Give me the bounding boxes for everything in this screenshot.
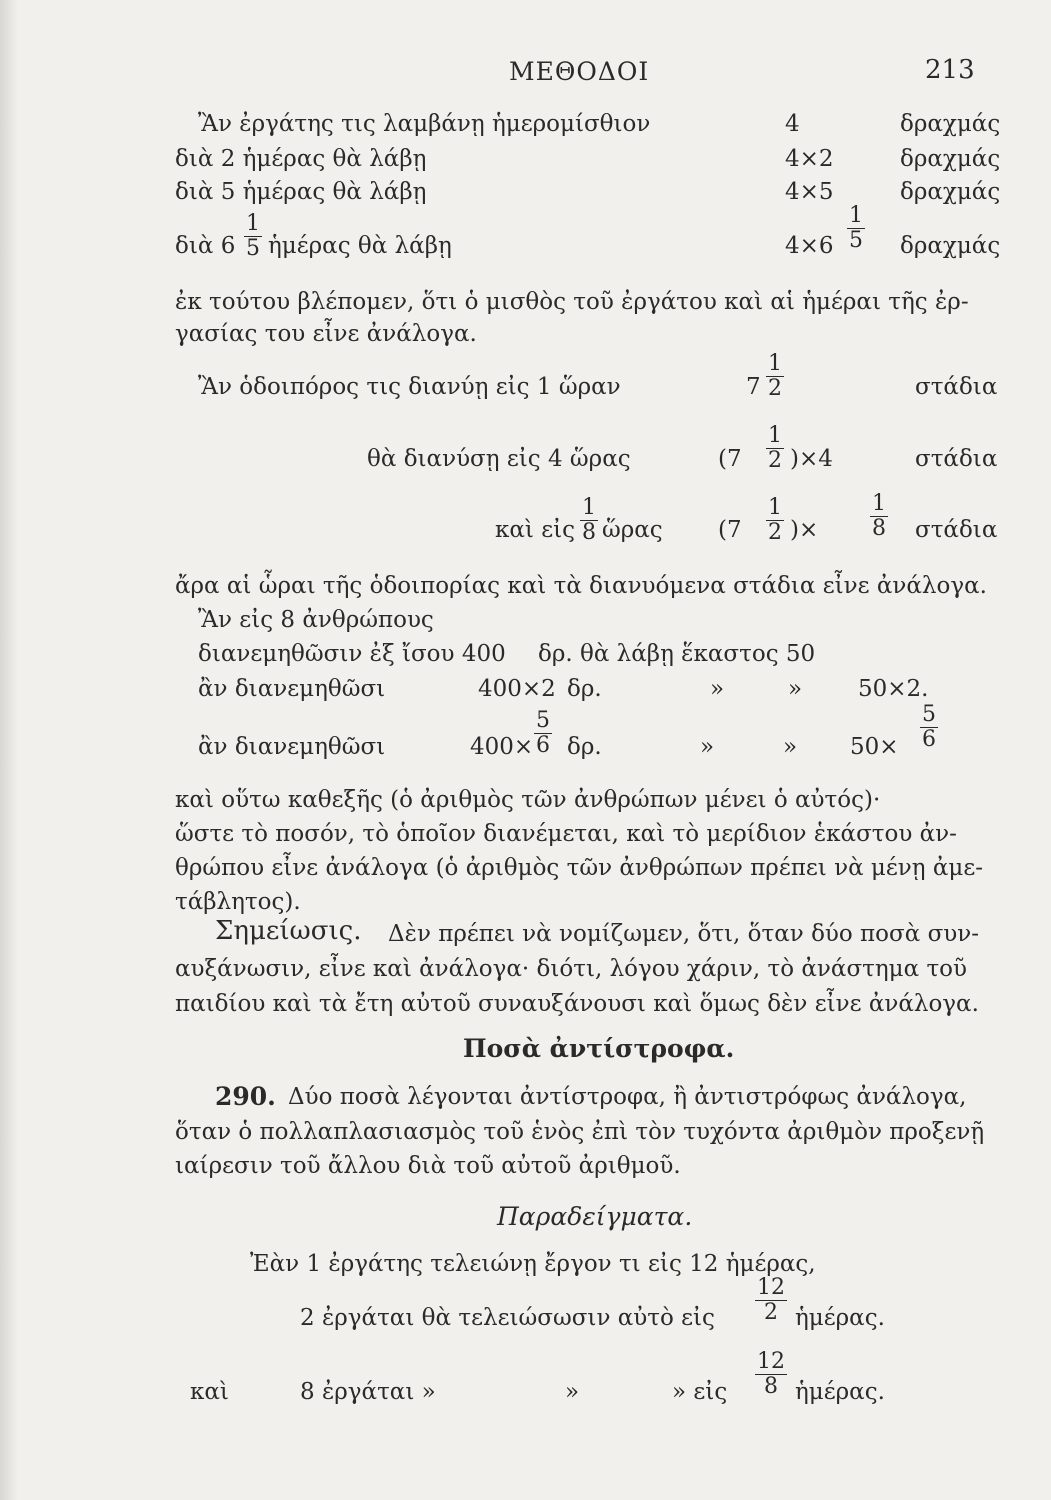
definition-line-1: Δύο ποσὰ λέγονται ἀντίστροφα, ἢ ἀντιστρόφως ἀνάλογα, <box>288 1084 967 1110</box>
fraction-numerator: 5 <box>922 702 936 727</box>
wages-row-4-prefix: διὰ 6 <box>175 233 236 259</box>
example-line-3-ditto-1: » <box>565 1379 580 1405</box>
example-line-2-text: 2 ἐργάται θὰ τελειώσωσιν αὐτὸ εἰς <box>300 1305 715 1331</box>
section-heading: Ποσὰ ἀντίστροφα. <box>463 1034 735 1063</box>
fraction-denominator: 6 <box>922 727 936 752</box>
note-line-1: Δὲν πρέπει νὰ νομίζωμεν, ὅτι, ὅταν δύο ποσὰ συν- <box>388 921 980 947</box>
men-row-2-unit: δρ. <box>567 676 602 702</box>
fraction-numerator: 1 <box>246 211 260 236</box>
men-intro: Ἂν εἰς 8 ἀνθρώπους <box>198 607 434 633</box>
fraction-numerator: 1 <box>849 203 863 228</box>
men-row-3-ditto-2: » <box>783 734 798 760</box>
men-row-3-unit: δρ. <box>567 734 602 760</box>
walker-row-1-text: Ἂν ὁδοιπόρος τις διανύῃ εἰς 1 ὥραν <box>198 374 621 400</box>
paragraph-line-1: καὶ οὕτω καθεξῆς (ὁ ἀριθμὸς τῶν ἀνθρώπων μένει ὁ αὐτός)· <box>175 787 881 813</box>
walker-row-3-unit: στάδια <box>915 517 998 543</box>
fraction-numerator: 1 <box>768 423 782 448</box>
fraction-numerator: 1 <box>768 495 782 520</box>
walker-row-3-close: )× <box>790 517 819 543</box>
men-row-2-result: 50×2. <box>858 676 929 702</box>
fraction-denominator: 8 <box>764 1374 778 1399</box>
fraction-numerator: 5 <box>536 708 550 733</box>
example-line-3-fraction <box>755 1350 787 1399</box>
definition-line-3: ιαίρεσιν τοῦ ἄλλου διὰ τοῦ αὐτοῦ ἀριθμοῦ. <box>175 1153 681 1179</box>
wages-row-4-value-fraction <box>847 204 865 253</box>
men-row-3-text: ἂν διανεμηθῶσι <box>198 734 386 760</box>
men-row-2-value: 400×2 <box>478 676 556 702</box>
wages-row-1-text: Ἂν ἐργάτης τις λαμβάνῃ ἡμερομίσθιον <box>198 111 651 137</box>
walker-row-2-fraction <box>766 424 784 473</box>
running-header: ΜΕΘΟΔΟΙ <box>509 57 650 86</box>
wages-row-4-unit: δραχμάς <box>900 233 1001 259</box>
walker-row-1-fraction <box>766 352 784 401</box>
note-line-2: αυξάνωσιν, εἶνε καὶ ἀνάλογα· διότι, λόγου χάριν, τὸ ἀνάστημα τοῦ <box>175 956 967 982</box>
men-row-2-ditto-1: » <box>710 676 725 702</box>
examples-title: Παραδείγματα. <box>497 1202 693 1231</box>
page-edge-shadow <box>0 0 18 1500</box>
walker-row-3-fraction <box>580 496 598 545</box>
men-row-3-value: 400× <box>470 734 534 760</box>
example-line-3-prefix: καὶ <box>190 1379 229 1405</box>
walker-row-2-open: (7 <box>718 446 742 472</box>
wages-conclusion-line-2: γασίας του εἶνε ἀνάλογα. <box>175 321 477 347</box>
walker-row-3-prefix: καὶ εἰς <box>495 517 576 543</box>
fraction-numerator: 12 <box>757 1349 785 1374</box>
example-line-3-unit: ἡμέρας. <box>795 1379 885 1405</box>
fraction-numerator: 1 <box>872 491 886 516</box>
walker-row-3-text: ὥρας <box>602 517 663 543</box>
fraction-denominator: 5 <box>849 228 863 253</box>
wages-row-1-unit: δραχμάς <box>900 111 1001 137</box>
note-label: Σημείωσις. <box>215 916 362 946</box>
walker-row-2-close: )×4 <box>790 446 833 472</box>
fraction-denominator: 2 <box>768 448 782 473</box>
paragraph-line-4: τάβλητος). <box>175 889 301 915</box>
wages-row-2-value: 4×2 <box>785 146 834 172</box>
men-row-2-text: ἂν διανεμηθῶσι <box>198 676 386 702</box>
fraction-denominator: 2 <box>768 520 782 545</box>
fraction-numerator: 1 <box>768 351 782 376</box>
example-line-3-text: 8 ἐργάται » <box>300 1379 436 1405</box>
wages-row-4-fraction <box>244 212 262 261</box>
fraction-numerator: 12 <box>757 1275 785 1300</box>
example-line-2-fraction <box>755 1276 787 1325</box>
walker-row-1-whole: 7 <box>746 374 761 400</box>
walker-row-3-fraction-2 <box>766 496 784 545</box>
fraction-denominator: 6 <box>536 733 550 758</box>
wages-row-1-value: 4 <box>785 111 800 137</box>
wages-row-2-text: διὰ 2 ἡμέρας θὰ λάβῃ <box>175 146 427 172</box>
example-line-3-ditto-2: » εἰς <box>672 1379 728 1405</box>
fraction-denominator: 8 <box>872 516 886 541</box>
fraction-denominator: 5 <box>246 236 260 261</box>
fraction-denominator: 2 <box>768 376 782 401</box>
walker-row-3-open: (7 <box>718 517 742 543</box>
men-row-1-text: διανεμηθῶσιν ἐξ ἴσου 400 <box>198 641 506 667</box>
paragraph-line-2: ὥστε τὸ ποσόν, τὸ ὁποῖον διανέμεται, καὶ τὸ μερίδιον ἑκάστου ἀν- <box>175 821 957 847</box>
wages-row-3-value: 4×5 <box>785 179 834 205</box>
walker-row-3-fraction-3 <box>870 492 888 541</box>
section-number: 290. <box>215 1082 276 1111</box>
walker-row-1-unit: στάδια <box>915 374 998 400</box>
men-row-3-ditto-1: » <box>700 734 715 760</box>
walker-row-2-unit: στάδια <box>915 446 998 472</box>
wages-row-4-value: 4×6 <box>785 233 834 259</box>
note-line-3: παιδίου καὶ τὰ ἔτη αὐτοῦ συναυξάνουσι καὶ ὅμως δὲν εἶνε ἀνάλογα. <box>175 991 979 1017</box>
wages-row-4-text: ἡμέρας θὰ λάβῃ <box>268 233 452 259</box>
example-line-2-unit: ἡμέρας. <box>795 1305 885 1331</box>
fraction-denominator: 2 <box>764 1300 778 1325</box>
page-number: 213 <box>925 55 975 85</box>
wages-row-3-unit: δραχμάς <box>900 179 1001 205</box>
fraction-numerator: 1 <box>582 495 596 520</box>
wages-conclusion-line-1: ἐκ τούτου βλέπομεν, ὅτι ὁ μισθὸς τοῦ ἐργάτου καὶ αἱ ἡμέραι τῆς ἐρ- <box>175 289 969 315</box>
paragraph-line-3: θρώπου εἶνε ἀνάλογα (ὁ ἀριθμὸς τῶν ἀνθρώπων πρέπει νὰ μένῃ ἀμε- <box>175 855 984 881</box>
men-row-2-ditto-2: » <box>788 676 803 702</box>
men-row-3-fraction <box>534 709 552 758</box>
walker-conclusion: ἄρα αἱ ὧραι τῆς ὁδοιπορίας καὶ τὰ διανυόμενα στάδια εἶνε ἀνάλογα. <box>175 573 987 599</box>
definition-line-2: ὅταν ὁ πολλαπλασιασμὸς τοῦ ἑνὸς ἐπὶ τὸν τυχόντα ἀριθμὸν προξενῇ <box>175 1119 985 1145</box>
men-row-3-result-fraction <box>920 703 938 752</box>
wages-row-2-unit: δραχμάς <box>900 146 1001 172</box>
fraction-denominator: 8 <box>582 520 596 545</box>
walker-row-2-text: θὰ διανύσῃ εἰς 4 ὥρας <box>367 446 631 472</box>
men-row-3-result: 50× <box>850 734 899 760</box>
men-row-1-unit: δρ. θὰ λάβῃ ἕκαστος 50 <box>538 641 816 667</box>
example-line-1: Ἐὰν 1 ἐργάτης τελειώνῃ ἔργον τι εἰς 12 ἡμέρας, <box>250 1251 816 1277</box>
wages-row-3-text: διὰ 5 ἡμέρας θὰ λάβῃ <box>175 179 427 205</box>
